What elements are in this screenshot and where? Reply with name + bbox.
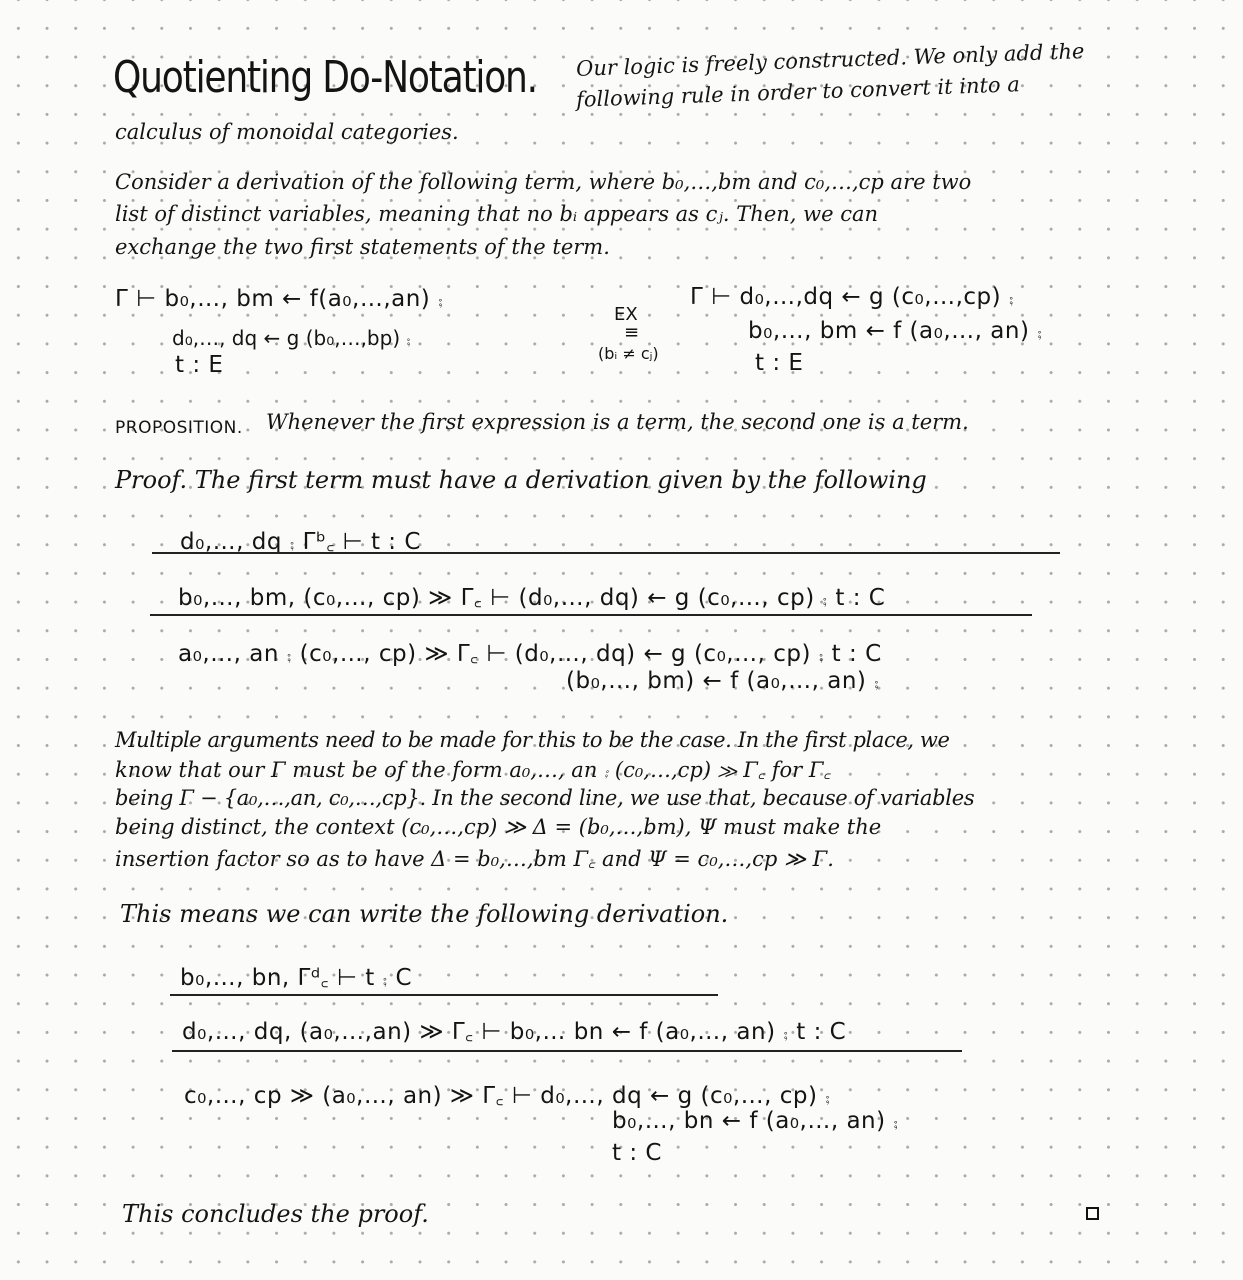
derivation1-rule-1 xyxy=(152,552,1060,554)
derivation2-row-3b: b₀,…, bn ← f (a₀,…, an) ⨾ xyxy=(612,1108,899,1134)
derivation1-row-1: d₀,…, dq ⨾ Γᵇ꜀ ⊢ t : C xyxy=(180,529,421,555)
exchange-left-line-2: d₀,…, dq ← g (b₀,…,bp) ⨾ xyxy=(172,326,411,350)
exchange-right-line-3: t : E xyxy=(755,350,804,376)
exchange-label: EX xyxy=(614,304,638,325)
intro-line-1: Our logic is freely constructed. We only add the xyxy=(575,39,1085,81)
intro-line-3: calculus of monoidal categories. xyxy=(115,120,459,144)
exchange-condition: (bᵢ ≠ cⱼ) xyxy=(598,344,659,363)
derivation2-row-2: d₀,…, dq, (a₀,…,an) ≫ Γ꜀ ⊢ b₀,… bn ← f (a₀,…, an) ⨾ t : C xyxy=(182,1019,847,1045)
derivation1-row-2: b₀,…, bm, (c₀,…, cp) ≫ Γ꜀ ⊢ (d₀,…, dq) ← g (c₀,…, cp) ⨾ t : C xyxy=(178,585,886,611)
derivation2-rule-2 xyxy=(172,1050,962,1052)
derivation2-row-3c: t : C xyxy=(612,1140,662,1166)
multiple-line-3: being Γ − {a₀,…,an, c₀,…,cp}. In the second line, we use that, because of variables xyxy=(115,786,975,810)
proposition-text: Whenever the first expression is a term, the second one is a term. xyxy=(266,410,969,434)
multiple-line-2: know that our Γ must be of the form a₀,…, an ⨾ (c₀,…,cp) ≫ Γ꜀ for Γ꜀ xyxy=(115,758,831,782)
derivation2-row-1: b₀,…, bn, Γᵈ꜀ ⊢ t ⨾ C xyxy=(180,965,413,991)
intro-line-2: following rule in order to convert it into a xyxy=(575,72,1021,112)
consider-line-2: list of distinct variables, meaning that no bᵢ appears as cⱼ. Then, we can xyxy=(115,202,879,226)
this-means: This means we can write the following derivation. xyxy=(120,900,729,928)
exchange-left-line-3: t : E xyxy=(175,352,224,378)
qed-square-icon xyxy=(1086,1207,1099,1220)
multiple-line-5: insertion factor so as to have Δ = b₀,…,bm Γ꜀ and Ψ = c₀,…,cp ≫ Γ. xyxy=(115,847,834,871)
consider-line-3: exchange the two first statements of the term. xyxy=(115,235,610,259)
derivation2-rule-1 xyxy=(170,994,718,996)
exchange-equiv: ≡ xyxy=(624,322,640,343)
derivation1-row-3a: a₀,…, an ⨾ (c₀,…, cp) ≫ Γ꜀ ⊢ (d₀,…, dq) ← g (c₀,…, cp) ⨾ t : C xyxy=(178,641,882,667)
exchange-right-line-2: b₀,…, bm ← f (a₀,…, an) ⨾ xyxy=(748,318,1043,344)
proof-intro: Proof. The first term must have a derivation given by the following xyxy=(115,466,927,494)
derivation2-row-3a: c₀,…, cp ≫ (a₀,…, an) ≫ Γ꜀ ⊢ d₀,…, dq ← g (c₀,…, cp) ⨾ xyxy=(184,1083,831,1109)
derivation1-rule-2 xyxy=(150,614,1032,616)
consider-line-1: Consider a derivation of the following term, where b₀,…,bm and c₀,…,cp are two xyxy=(115,170,972,194)
exchange-right-line-1: Γ ⊢ d₀,…,dq ← g (c₀,…,cp) ⨾ xyxy=(690,284,1015,310)
multiple-line-1: Multiple arguments need to be made for this to be the case. In the first place, we xyxy=(115,728,950,752)
proposition-label: PROPOSITION. xyxy=(115,418,243,438)
derivation1-row-3b: (b₀,…, bm) ← f (a₀,…, an) ⨾ xyxy=(566,668,880,694)
conclusion: This concludes the proof. xyxy=(122,1200,429,1228)
page-title: Quotienting Do-Notation. xyxy=(113,52,537,103)
multiple-line-4: being distinct, the context (c₀,…,cp) ≫ Δ = (b₀,…,bm), Ψ must make the xyxy=(115,815,882,839)
exchange-left-line-1: Γ ⊢ b₀,…, bm ← f(a₀,…,an) ⨾ xyxy=(115,286,444,312)
